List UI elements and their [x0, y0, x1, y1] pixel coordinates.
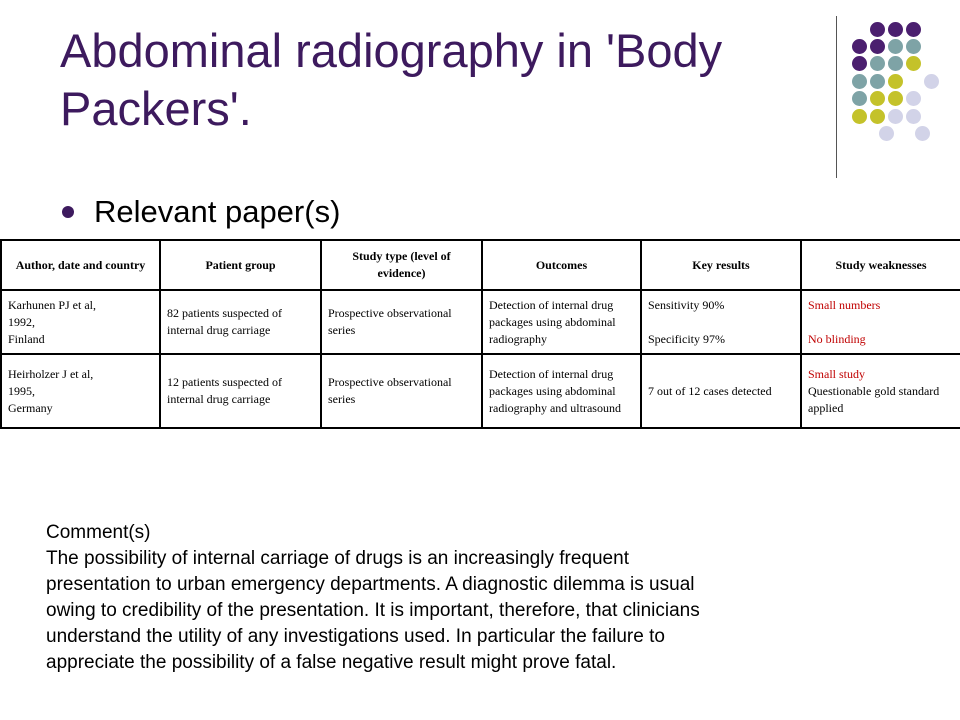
- key-result: Specificity 97%: [648, 331, 725, 346]
- decorative-dot: [870, 91, 885, 106]
- comment-line: appreciate the possibility of a false negative result might prove fatal.: [46, 652, 617, 673]
- bullet-icon: [62, 206, 74, 218]
- comment-line: The possibility of internal carriage of drugs is an increasingly frequent: [46, 548, 629, 569]
- decorative-dot: [870, 109, 885, 124]
- author-year: 1992,: [8, 314, 35, 329]
- comment-block: [46, 520, 926, 676]
- author-name: Karhunen PJ et al,: [8, 297, 96, 312]
- decorative-divider-line: [836, 16, 837, 178]
- decorative-dot: [870, 22, 885, 37]
- cell-weaknesses: [801, 354, 960, 428]
- decorative-dot: [906, 22, 921, 37]
- decorative-dot: [906, 39, 921, 54]
- decorative-dot: [879, 126, 894, 141]
- author-year: 1995,: [8, 383, 35, 398]
- header-patient-group: Patient group: [160, 240, 321, 290]
- cell-study-type: Prospective observational series: [321, 290, 482, 354]
- cell-key-results: [641, 290, 801, 354]
- table-header-row: [1, 240, 960, 290]
- decorative-dot: [906, 56, 921, 71]
- author-name: Heirholzer J et al,: [8, 366, 94, 381]
- cell-author: [1, 290, 160, 354]
- slide-title: [60, 22, 820, 138]
- slide-title-line-2: Packers'.: [60, 82, 252, 135]
- papers-table: [0, 239, 960, 429]
- decorative-dot: [870, 39, 885, 54]
- author-country: Finland: [8, 331, 45, 346]
- slide-title-line-1: Abdominal radiography in 'Body: [60, 24, 723, 77]
- table-row: [1, 354, 960, 428]
- decorative-dot: [852, 56, 867, 71]
- cell-key-results: [641, 354, 801, 428]
- decorative-dot: [906, 91, 921, 106]
- comment-line: understand the utility of any investigations used. In particular the failure to: [46, 626, 665, 647]
- decorative-dot: [906, 109, 921, 124]
- decorative-dot: [888, 74, 903, 89]
- decorative-dot: [888, 109, 903, 124]
- cell-author: [1, 354, 160, 428]
- key-result: Sensitivity 90%: [648, 297, 725, 312]
- weakness: Small study: [808, 366, 866, 381]
- header-study-type: Study type (level of evidence): [321, 240, 482, 290]
- cell-outcomes: Detection of internal drug packages using abdominal radiography: [482, 290, 641, 354]
- comment-line: presentation to urban emergency departments. A diagnostic dilemma is usual: [46, 574, 695, 595]
- decorative-dot: [852, 91, 867, 106]
- decorative-dot: [888, 39, 903, 54]
- bullet-item: [62, 192, 340, 232]
- cell-patient-group: 12 patients suspected of internal drug carriage: [160, 354, 321, 428]
- cell-patient-group: 82 patients suspected of internal drug carriage: [160, 290, 321, 354]
- header-outcomes: Outcomes: [482, 240, 641, 290]
- decorative-dot: [924, 74, 939, 89]
- decorative-dot: [888, 56, 903, 71]
- header-author: Author, date and country: [1, 240, 160, 290]
- decorative-dot: [888, 91, 903, 106]
- decorative-dot: [870, 56, 885, 71]
- weakness: Small numbers: [808, 297, 881, 312]
- table-row: [1, 290, 960, 354]
- decorative-dot: [888, 22, 903, 37]
- decorative-dot: [915, 126, 930, 141]
- decorative-dot: [852, 74, 867, 89]
- weakness: No blinding: [808, 331, 866, 346]
- comment-heading: Comment(s): [46, 522, 151, 543]
- author-country: Germany: [8, 400, 53, 415]
- key-result: 7 out of 12 cases detected: [648, 383, 772, 398]
- decorative-dot: [852, 39, 867, 54]
- cell-outcomes: Detection of internal drug packages using abdominal radiography and ultrasound: [482, 354, 641, 428]
- decorative-dot: [852, 109, 867, 124]
- header-weaknesses: Study weaknesses: [801, 240, 960, 290]
- cell-study-type: Prospective observational series: [321, 354, 482, 428]
- header-key-results: Key results: [641, 240, 801, 290]
- decorative-dot: [870, 74, 885, 89]
- cell-weaknesses: [801, 290, 960, 354]
- bullet-text: Relevant paper(s): [94, 194, 341, 229]
- weakness: Questionable gold standard applied: [808, 383, 940, 415]
- comment-line: owing to credibility of the presentation. It is important, therefore, that clinicians: [46, 600, 700, 621]
